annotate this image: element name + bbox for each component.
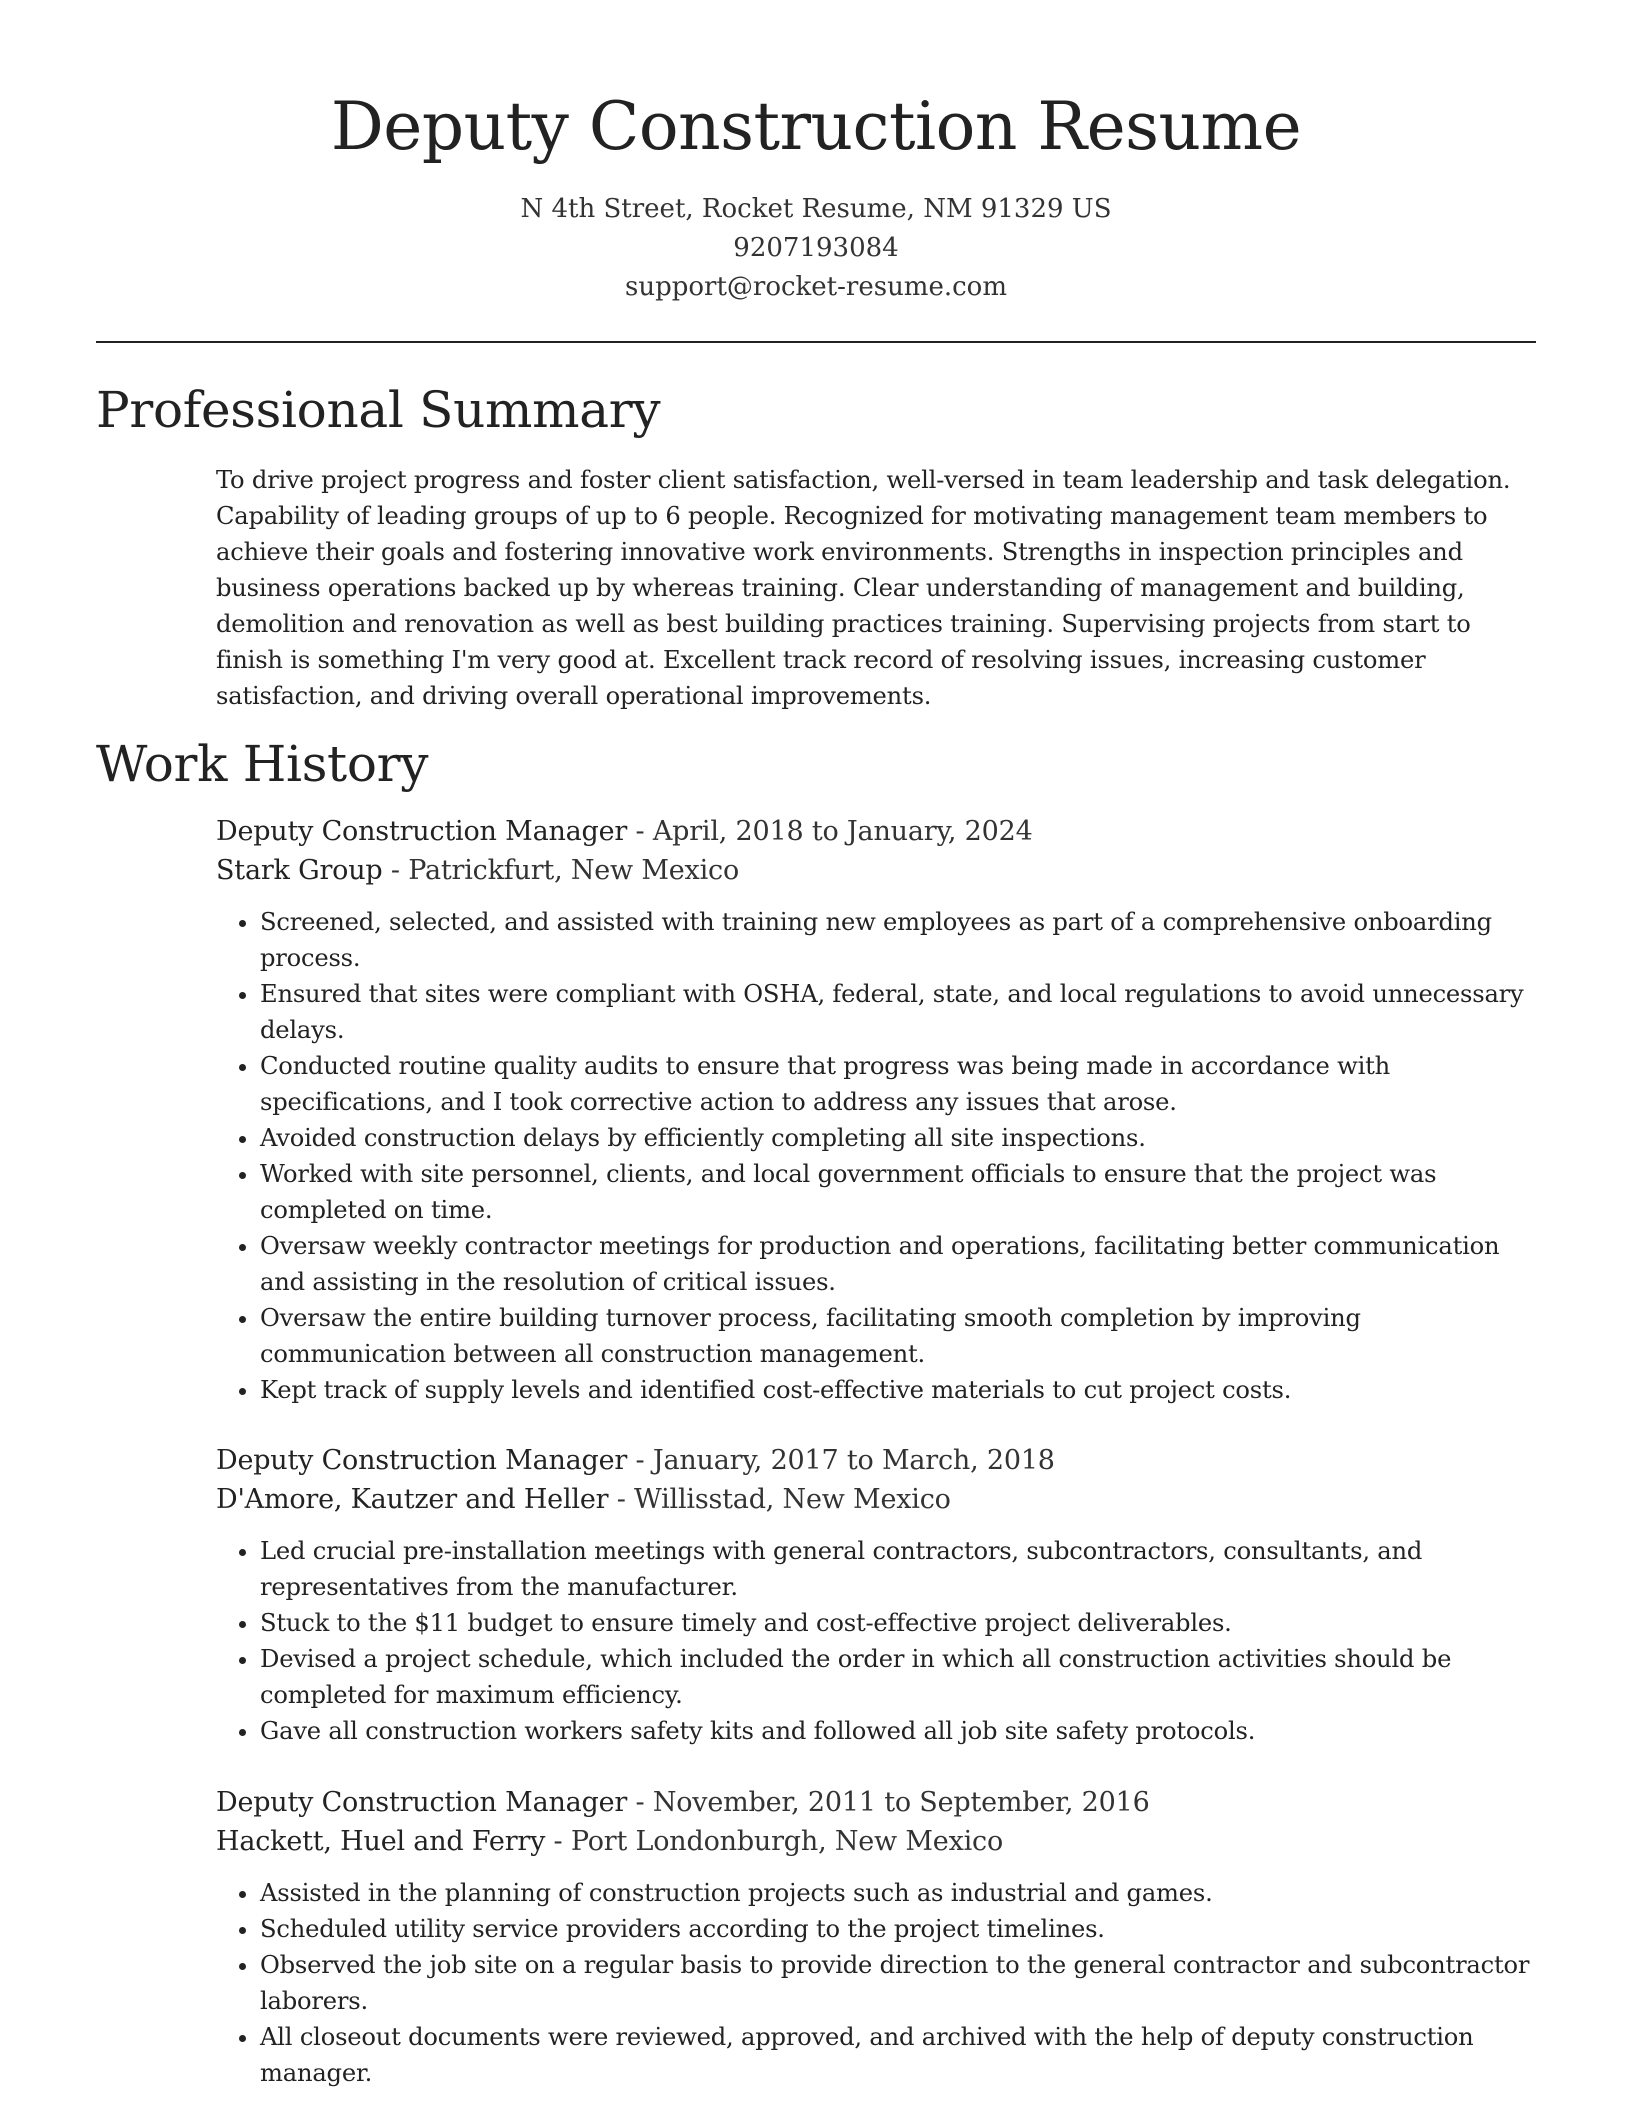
job-bullet: • Devised a project schedule, which included the order in which all construction activities should be completed for maximum efficiency.: [260, 1641, 1542, 1713]
contact-phone: 9207193084: [733, 233, 899, 263]
job-bullets: [216, 904, 1542, 1408]
job-title-line: [216, 1783, 1542, 1822]
summary-text: To drive project progress and foster client satisfaction, well-versed in team leadership and task delegation. Capability of leading groups of up to 6 people. Recognized for motivating management team members to achieve their goals and fostering innovative work environments. Strengths in inspection principles and business operations backed up by whereas training. Clear understanding of management and building, demolition and renovation as well as best building practices training. Supervising projects from start to finish is something I'm very good at. Excellent track record of resolving issues, increasing customer satisfaction, and driving overall operational improvements.: [216, 466, 1511, 710]
job-bullet: • Worked with site personnel, clients, and local government officials to ensure that the project was completed on time.: [260, 1156, 1542, 1228]
job-bullet: • Avoided construction delays by efficiently completing all site inspections.: [260, 1120, 1542, 1156]
job-company: Stark Group: [216, 855, 383, 886]
job-company-line: [216, 851, 1542, 890]
job-location: Willisstad, New Mexico: [634, 1484, 951, 1515]
job-entry: [216, 1783, 1542, 2091]
job-dates: November, 2011 to September, 2016: [652, 1787, 1150, 1818]
job-bullet: • Oversaw weekly contractor meetings for production and operations, facilitating better communication and assisting in the resolution of critical issues.: [260, 1228, 1542, 1300]
job-separator: -: [382, 855, 409, 886]
job-separator: -: [545, 1826, 571, 1857]
job-bullet: • Gave all construction workers safety kits and followed all job site safety protocols.: [260, 1713, 1542, 1749]
job-separator: -: [627, 1445, 653, 1476]
contact-email: support@rocket-resume.com: [624, 272, 1007, 302]
job-separator: -: [608, 1484, 635, 1515]
job-company: Hackett, Huel and Ferry: [216, 1826, 546, 1857]
job-location: Port Londonburgh, New Mexico: [570, 1826, 1004, 1857]
job-bullet: • Stuck to the $11 budget to ensure timely and cost-effective project deliverables.: [260, 1605, 1542, 1641]
job-title: Deputy Construction Manager: [216, 1787, 628, 1818]
job-bullet: • Led crucial pre-installation meetings with general contractors, subcontractors, consultants, and representatives from the manufacturer.: [260, 1533, 1542, 1605]
job-title-line: [216, 812, 1542, 851]
job-title-line: [216, 1441, 1542, 1480]
contact-address: N 4th Street, Rocket Resume, NM 91329 US: [520, 194, 1112, 224]
job-title: Deputy Construction Manager: [216, 816, 628, 847]
job-company: D'Amore, Kautzer and Heller: [216, 1484, 609, 1515]
job-bullet: • Scheduled utility service providers according to the project timelines.: [260, 1911, 1542, 1947]
job-dates: January, 2017 to March, 2018: [652, 1445, 1055, 1476]
job-dates: April, 2018 to January, 2024: [652, 816, 1033, 847]
summary-heading: Professional Summary: [96, 381, 661, 439]
job-company-line: [216, 1480, 1542, 1519]
job-entry: [216, 812, 1542, 1408]
header-divider: [96, 341, 1536, 343]
job-bullet: • Kept track of supply levels and identified cost-effective materials to cut project costs.: [260, 1372, 1542, 1408]
job-separator: -: [627, 1787, 653, 1818]
job-location: Patrickfurt, New Mexico: [408, 855, 739, 886]
job-bullet: • Assisted in the planning of construction projects such as industrial and games.: [260, 1875, 1542, 1911]
job-bullet: • Ensured that sites were compliant with OSHA, federal, state, and local regulations to avoid unnecessary delays.: [260, 976, 1542, 1048]
resume-title: Deputy Construction Resume: [330, 88, 1302, 165]
job-bullet: • Observed the job site on a regular basis to provide direction to the general contractor and subcontractor laborers.: [260, 1947, 1542, 2019]
job-company-line: [216, 1822, 1542, 1861]
job-bullets: [216, 1875, 1542, 2091]
job-bullet: • Conducted routine quality audits to ensure that progress was being made in accordance with specifications, and I took corrective action to address any issues that arose.: [260, 1048, 1542, 1120]
job-title: Deputy Construction Manager: [216, 1445, 628, 1476]
job-bullet: • Oversaw the entire building turnover process, facilitating smooth completion by improving communication between all construction management.: [260, 1300, 1542, 1372]
work-history-heading: Work History: [96, 735, 429, 793]
job-bullet: • All closeout documents were reviewed, approved, and archived with the help of deputy construction manager.: [260, 2019, 1542, 2091]
job-bullets: [216, 1533, 1542, 1749]
contact-info: [0, 190, 1632, 307]
job-entry: [216, 1441, 1542, 1749]
job-bullet: • Screened, selected, and assisted with training new employees as part of a comprehensive onboarding process.: [260, 904, 1542, 976]
job-separator: -: [627, 816, 653, 847]
